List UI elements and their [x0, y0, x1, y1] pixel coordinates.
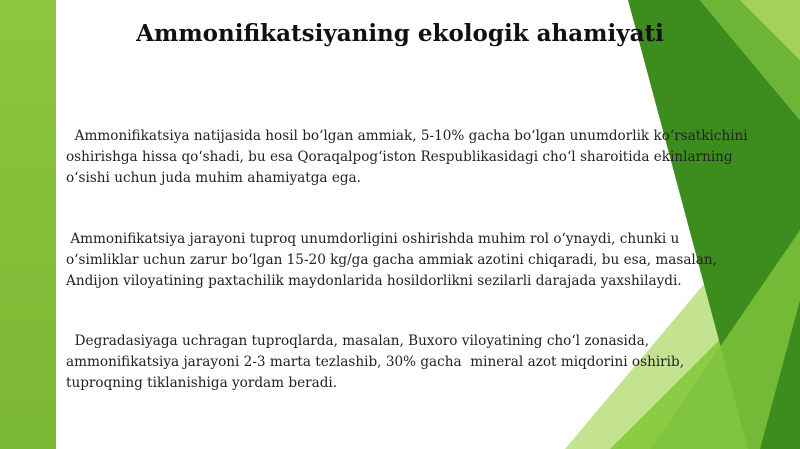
paragraph-3: Degradasiyaga uchragan tuproqlarda, masalan, Buxoro viloyatining cho‘l zonasida, ammonifikatsiya jarayoni 2-3 marta tezlashib, 30% gacha mineral azot miqdorini oshirib, tuproqning tiklanishiga yordam beradi. — [66, 333, 689, 391]
paragraph-1: Ammonifikatsiya natijasida hosil bo‘lgan ammiak, 5-10% gacha bo‘lgan unumdorlik ko‘rsatkichini oshirishga hissa qo‘shadi, bu esa Qoraqalpog‘iston Respublikasidagi cho‘l sharoitida ekinlarning o‘sishi uchun juda muhim ahamiyatga ega. — [66, 128, 752, 186]
slide-title: Ammonifikatsiyaning ekologik ahamiyati — [136, 20, 664, 47]
paragraph-2: Ammonifikatsiya jarayoni tuproq unumdorligini oshirishda muhim rol o‘ynaydi, chunki u o‘simliklar uchun zarur bo‘lgan 15-20 kg/ga gacha ammiak azotini chiqaradi, bu esa, masalan, Andijon viloyatining paxtachilik maydonlarida hosildorlikni sezilarli darajada yaxshilaydi. — [66, 231, 722, 289]
